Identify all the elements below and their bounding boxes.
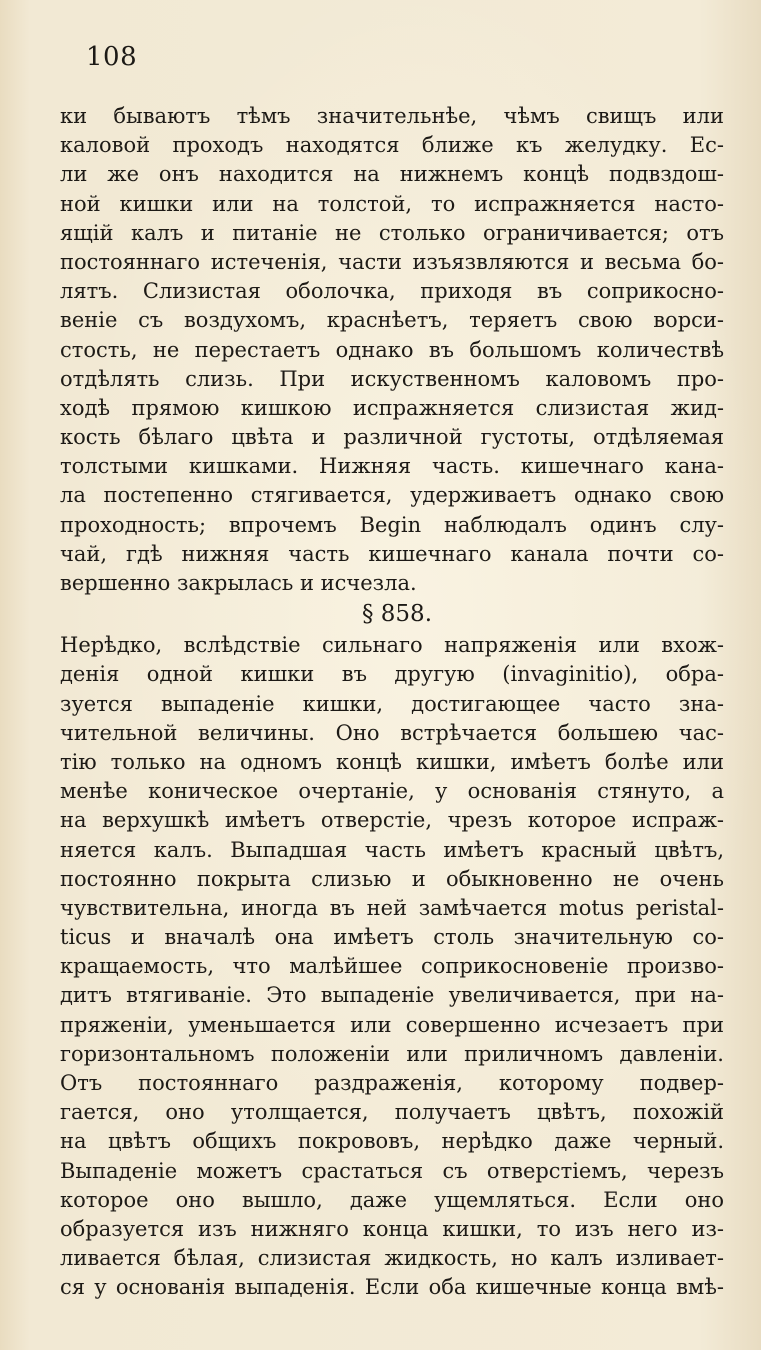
- text-line: отдѣлять слизь. При искуственномъ каловомъ про-: [60, 366, 724, 391]
- text-line: ticus и вначалѣ она имѣетъ столь значительную со-: [60, 925, 724, 950]
- text-line: пряженіи, уменьшается или совершенно исчезаетъ при: [60, 1012, 724, 1037]
- text-line: каловой проходъ находятся ближе къ желудку. Ес-: [60, 133, 724, 158]
- paragraph-2: [60, 631, 724, 1302]
- text-line: ся у основанія выпаденія. Если оба кишечные конца вмѣ-: [60, 1275, 724, 1300]
- text-line: проходность; впрочемъ Begin наблюдалъ одинъ слу-: [60, 512, 724, 537]
- page-number: 108: [86, 42, 138, 72]
- text-line: стость, не перестаетъ однако въ большомъ количествѣ: [60, 337, 724, 362]
- text-line: постояннаго истеченія, части изъязвляются и весьма бо-: [60, 249, 724, 274]
- text-line: Выпаденіе можетъ срастаться съ отверстіемъ, черезъ: [60, 1158, 724, 1183]
- text-line: денія одной кишки въ другую (invaginitio), обра-: [60, 662, 724, 687]
- text-line: горизонтальномъ положеніи или приличномъ давленіи.: [60, 1041, 724, 1066]
- text-line: чувствительна, иногда въ ней замѣчается motus peristal-: [60, 895, 724, 920]
- text-line: толстыми кишками. Нижняя часть. кишечнаго кана-: [60, 454, 724, 479]
- text-line: веніе съ воздухомъ, краснѣетъ, теряетъ свою ворси-: [60, 308, 724, 333]
- text-line: ли же онъ находится на нижнемъ концѣ подвздош-: [60, 162, 724, 187]
- text-line: зуется выпаденіе кишки, достигающее часто зна-: [60, 691, 724, 716]
- text-line: на цвѣтъ общихъ покрововъ, нерѣдко даже черный.: [60, 1129, 724, 1154]
- text-line: ла постепенно стягивается, удерживаетъ однако свою: [60, 483, 724, 508]
- text-line: ливается бѣлая, слизистая жидкость, но калъ изливает-: [60, 1246, 724, 1271]
- text-line: гается, оно утолщается, получаетъ цвѣтъ, похожій: [60, 1100, 724, 1125]
- text-line: на верхушкѣ имѣетъ отверстіе, чрезъ которое испраж-: [60, 808, 724, 833]
- text-line: кращаемость, что малѣйшее соприкосновеніе произво-: [60, 954, 724, 979]
- text-line: чай, гдѣ нижняя часть кишечнаго канала почти со-: [60, 541, 724, 566]
- text-line: тію только на одномъ концѣ кишки, имѣетъ болѣе или: [60, 749, 724, 774]
- text-line: вершенно закрылась и исчезла.: [60, 571, 417, 595]
- text-line: чительной величины. Оно встрѣчается большею час-: [60, 720, 724, 745]
- text-line: ной кишки или на толстой, то испражняется насто-: [60, 191, 724, 216]
- text-line: лятъ. Слизистая оболочка, приходя въ соприкосно-: [60, 279, 724, 304]
- body-text: [60, 102, 724, 1303]
- text-line: Отъ постояннаго раздраженія, которому подвер-: [60, 1071, 724, 1095]
- text-line: кость бѣлаго цвѣта и различной густоты, отдѣляемая: [60, 425, 724, 450]
- text-line: Нерѣдко, вслѣдствіе сильнаго напряженія или вхож-: [60, 633, 724, 658]
- text-line: которое оно вышло, даже ущемляться. Если оно: [60, 1187, 724, 1212]
- text-line: ходѣ прямою кишкою испражняется слизистая жид-: [60, 395, 724, 420]
- section-heading: § 858.: [361, 601, 433, 628]
- text-line: ки бываютъ тѣмъ значительнѣе, чѣмъ свищъ или: [60, 104, 724, 128]
- text-line: образуется изъ нижняго конца кишки, то изъ него из-: [60, 1216, 724, 1241]
- text-line: няется калъ. Выпадшая часть имѣетъ красный цвѣтъ,: [60, 837, 724, 862]
- text-line: ящій калъ и питаніе не столько ограничивается; отъ: [60, 220, 724, 245]
- paragraph-1: [60, 102, 724, 598]
- text-line: менѣе коническое очертаніе, у основанія стянуто, а: [60, 779, 724, 804]
- text-line: дитъ втягиваніе. Это выпаденіе увеличивается, при на-: [60, 983, 724, 1008]
- text-line: постоянно покрыта слизью и обыкновенно не очень: [60, 866, 724, 891]
